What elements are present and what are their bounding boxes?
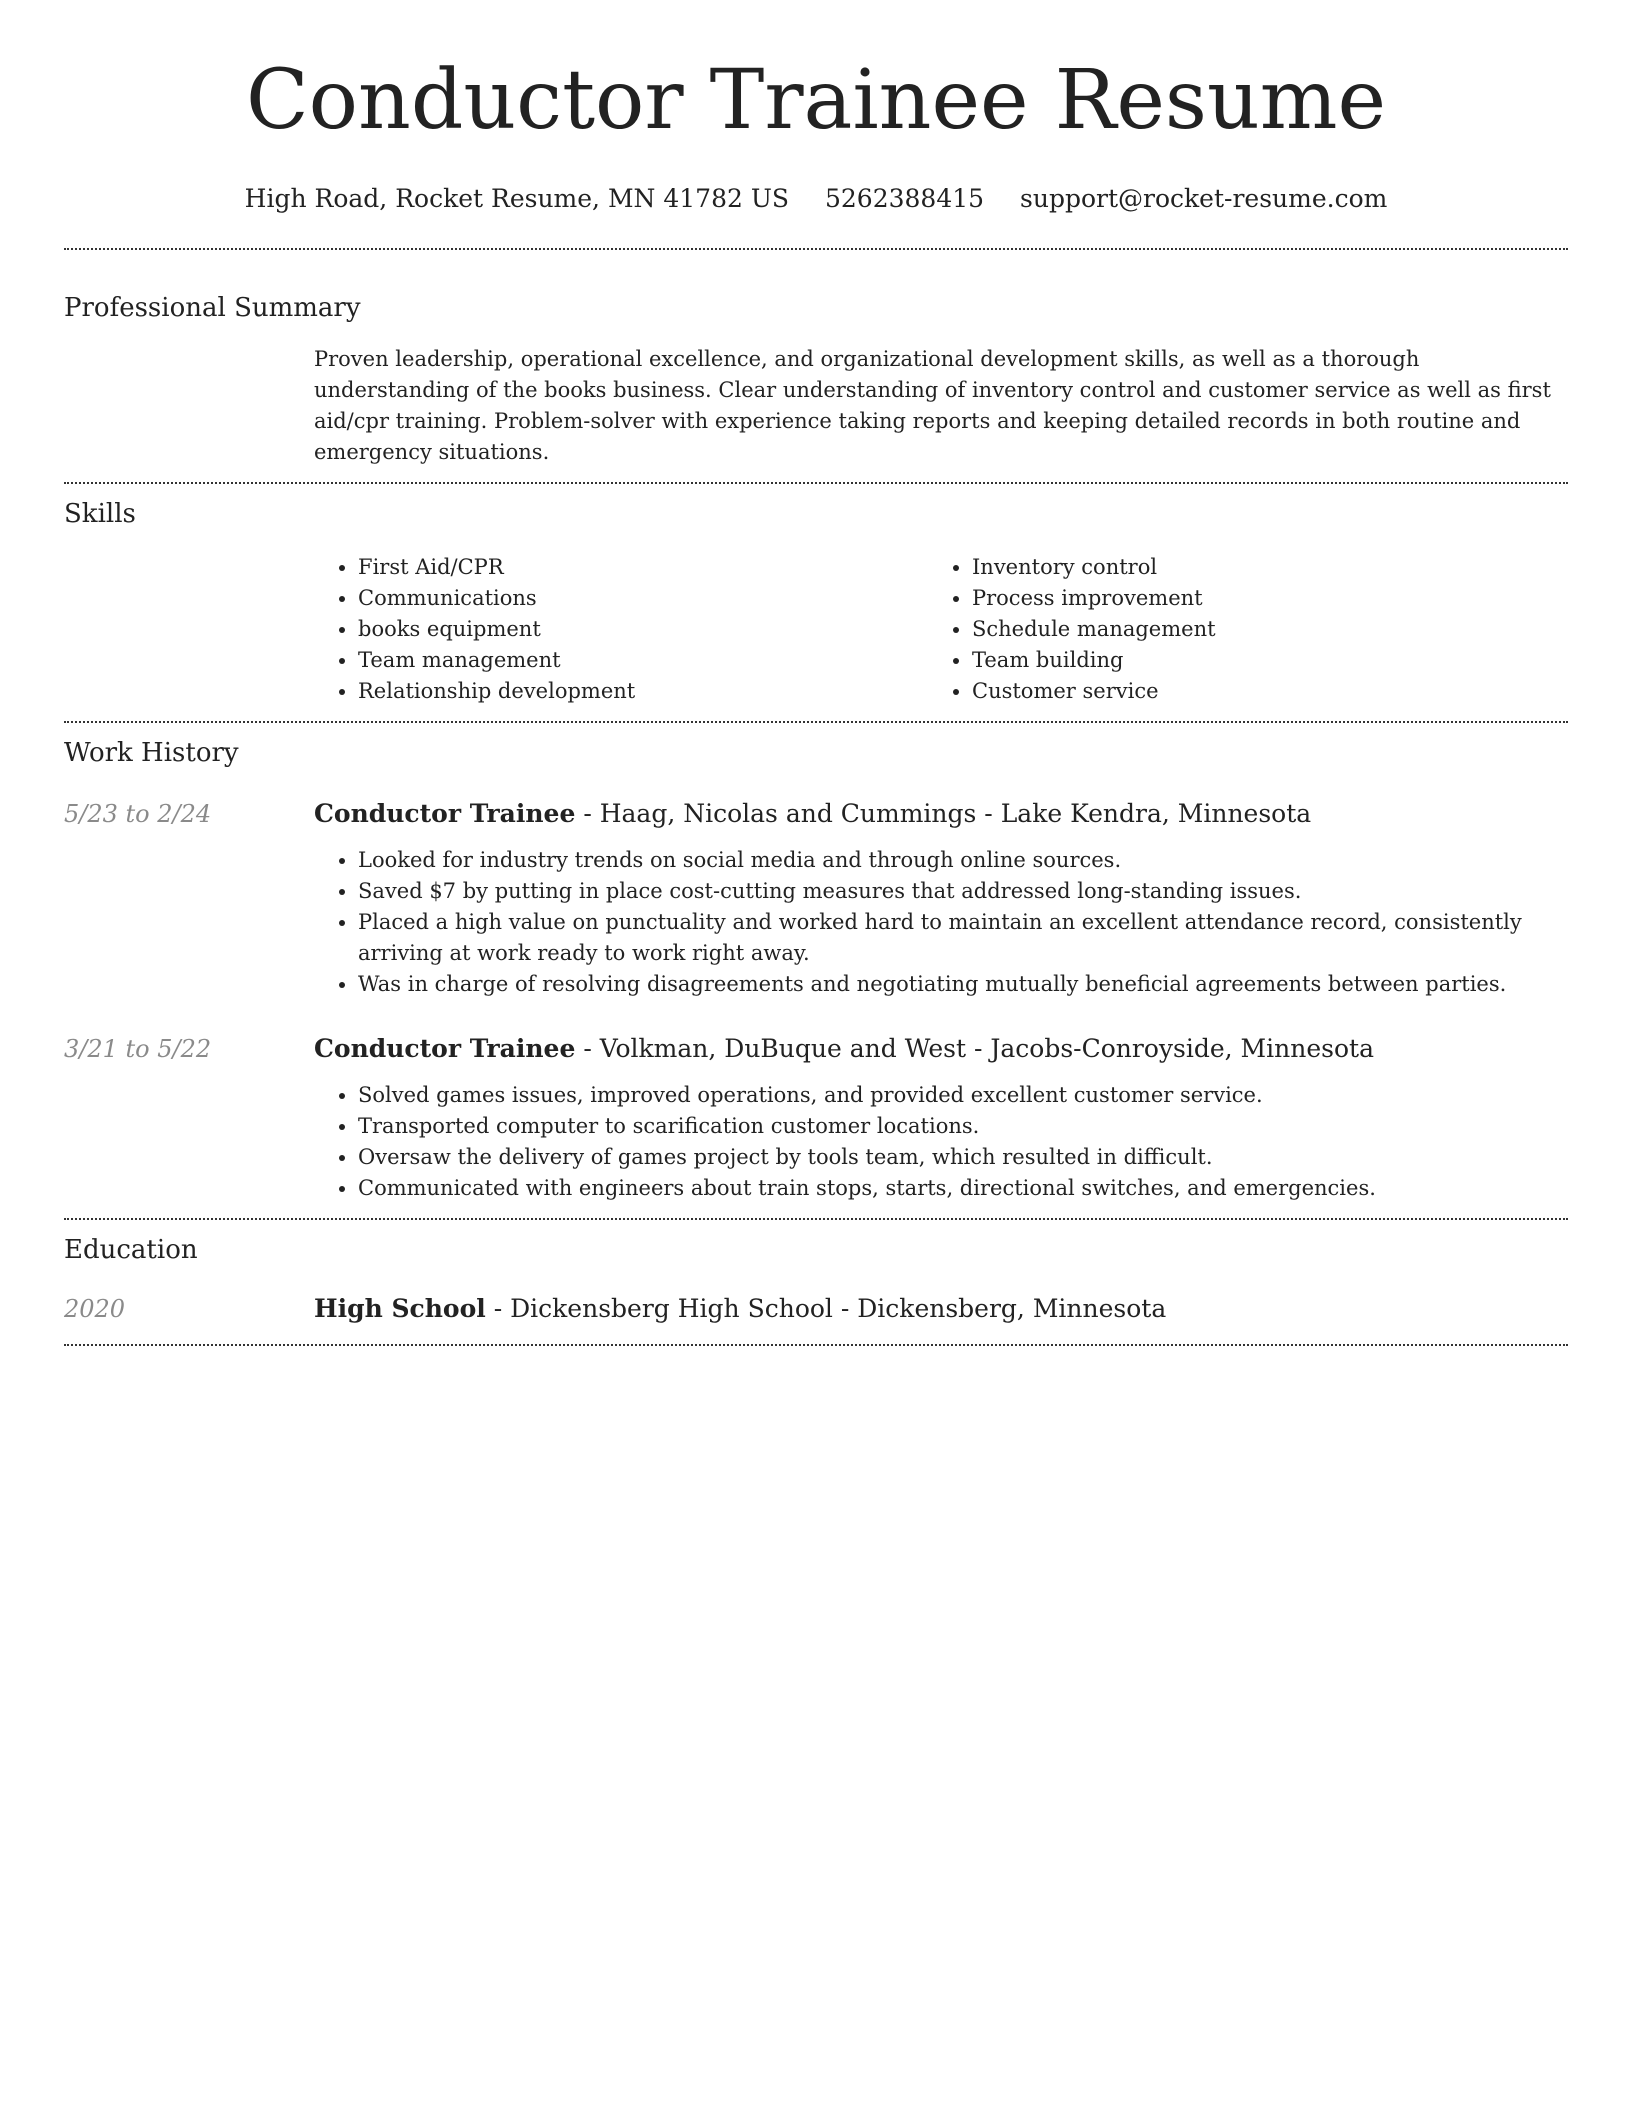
job-entry (64, 797, 1568, 1000)
section-divider (64, 721, 1568, 723)
skill-item: • Customer service (972, 676, 1542, 707)
resume-title: Conductor Trainee Resume (245, 53, 1387, 148)
job-entry (64, 1032, 1568, 1204)
skill-item: • Team management (358, 645, 928, 676)
summary-heading: Professional Summary (64, 293, 361, 323)
education-school-location: - Dickensberg High School - Dickensberg, Minnesota (485, 1294, 1167, 1323)
skill-item: • Communications (358, 583, 928, 614)
job-dates: 5/23 to 2/24 (64, 800, 212, 828)
contact-email: support@rocket-resume.com (1020, 184, 1388, 213)
summary-section (64, 292, 1568, 482)
contact-line (64, 184, 1568, 214)
education-section (64, 1234, 1568, 1344)
skills-list-right (928, 552, 1542, 707)
education-heading: Education (64, 1235, 198, 1265)
job-bullet: • Transported computer to scarification customer locations. (358, 1111, 1568, 1142)
skill-item: • First Aid/CPR (358, 552, 928, 583)
job-dates: 3/21 to 5/22 (64, 1035, 212, 1063)
job-title: Conductor Trainee (314, 1034, 576, 1063)
skill-item: • Schedule management (972, 614, 1542, 645)
education-entry (64, 1292, 1568, 1326)
skills-columns (314, 552, 1568, 707)
job-bullets (314, 1080, 1568, 1204)
skills-list-left (314, 552, 928, 707)
contact-address: High Road, Rocket Resume, MN 41782 US (244, 184, 790, 213)
education-year: 2020 (64, 1295, 126, 1323)
skill-item: • Relationship development (358, 676, 928, 707)
education-body (314, 1292, 1568, 1326)
summary-text: Proven leadership, operational excellence, and organizational development skills, as well as a thorough understanding of the books business. Clear understanding of inventory control and customer service as well as first aid/cpr training. Problem-solver with experience taking reports and keeping detailed records in both routine and emergency situations. (314, 347, 1551, 464)
job-bullet: • Communicated with engineers about train stops, starts, directional switches, and emergencies. (358, 1173, 1568, 1204)
skill-item: • Inventory control (972, 552, 1542, 583)
job-heading (314, 1032, 1568, 1066)
skills-section (64, 498, 1568, 721)
section-divider (64, 1218, 1568, 1220)
job-body (314, 1032, 1568, 1204)
skills-heading: Skills (64, 499, 136, 529)
skill-item: • Process improvement (972, 583, 1542, 614)
job-employer-location: - Haag, Nicolas and Cummings - Lake Kendra, Minnesota (575, 799, 1312, 828)
resume-page (64, 0, 1568, 1346)
job-title: Conductor Trainee (314, 799, 576, 828)
job-employer-location: - Volkman, DuBuque and West - Jacobs-Conroyside, Minnesota (575, 1034, 1374, 1063)
job-bullets (314, 845, 1568, 1000)
job-bullet: • Looked for industry trends on social media and through online sources. (358, 845, 1568, 876)
job-bullet: • Was in charge of resolving disagreements and negotiating mutually beneficial agreements between parties. (358, 969, 1568, 1000)
education-degree: High School (314, 1294, 486, 1323)
work-history-heading: Work History (64, 738, 239, 768)
education-heading-line (314, 1292, 1568, 1326)
job-bullet: • Saved $7 by putting in place cost-cutting measures that addressed long-standing issues. (358, 876, 1568, 907)
job-bullet: • Solved games issues, improved operations, and provided excellent customer service. (358, 1080, 1568, 1111)
job-bullet: • Placed a high value on punctuality and worked hard to maintain an excellent attendance record, consistently arriving at work ready to work right away. (358, 907, 1568, 969)
section-divider (64, 482, 1568, 484)
job-bullet: • Oversaw the delivery of games project by tools team, which resulted in difficult. (358, 1142, 1568, 1173)
work-history-section (64, 737, 1568, 1218)
job-body (314, 797, 1568, 1000)
section-divider (64, 248, 1568, 250)
skill-item: • Team building (972, 645, 1542, 676)
section-divider (64, 1344, 1568, 1346)
contact-phone: 5262388415 (825, 184, 985, 213)
job-heading (314, 797, 1568, 831)
skill-item: • books equipment (358, 614, 928, 645)
